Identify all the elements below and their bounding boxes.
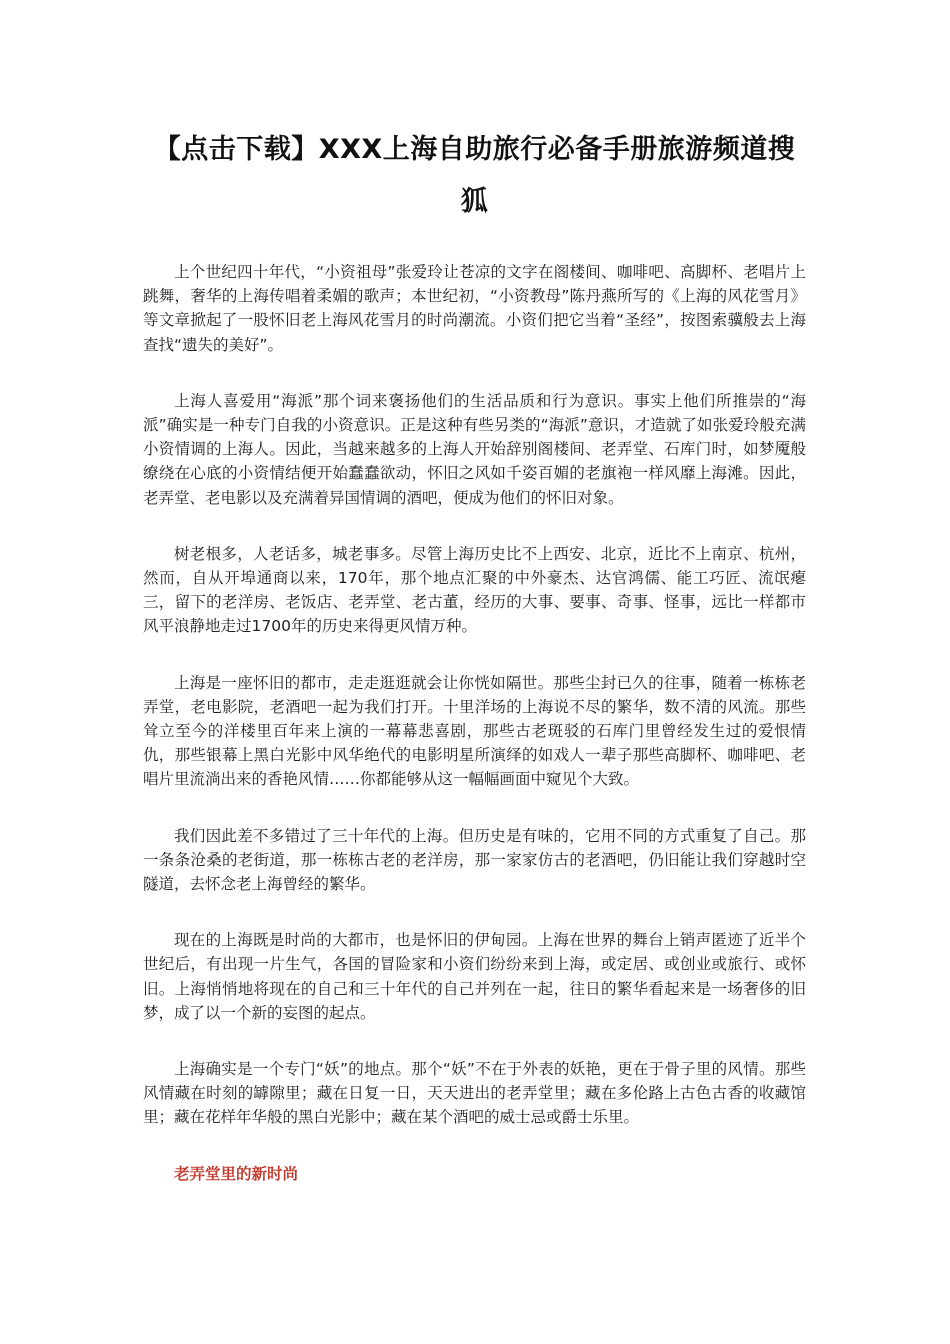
paragraph-5: 我们因此差不多错过了三十年代的上海。但历史是有味的，它用不同的方式重复了自己。那一条条沧桑的老街道，那一栋栋古老的老洋房，那一家家仿古的老酒吧，仍旧能让我们穿越时空隧道，去怀念老上海曾经的繁华。 <box>143 826 806 894</box>
document-title: 【点击下载】XXX上海自助旅行必备手册旅游频道搜狐 <box>153 134 796 217</box>
paragraph-1: 上个世纪四十年代，“小资祖母”张爱玲让苍凉的文字在阁楼间、咖啡吧、高脚杯、老唱片上跳舞，奢华的上海传唱着柔媚的歌声；本世纪初，“小资教母”陈丹燕所写的《上海的风花雪月》等文章掀起了一股怀旧老上海风花雪月的时尚潮流。小资们把它当着“圣经”，按图索骥般去上海查找“遗失的美好”。 <box>143 263 806 354</box>
paragraph-2: 上海人喜爱用“海派”那个词来褒扬他们的生活品质和行为意识。事实上他们所推崇的“海派”确实是一种专门自我的小资意识。正是这种有些另类的“海派”意识，才造就了如张爱玲般充满小资情调的上海人。因此，当越来越多的上海人开始辞别阁楼间、老弄堂、石库门时，如梦魇般缭绕在心底的小资情结便开始蠢蠢欲动，怀旧之风如千姿百媚的老旗袍一样风靡上海滩。因此，老弄堂、老电影以及充满着异国情调的酒吧，便成为他们的怀旧对象。 <box>143 391 806 507</box>
paragraph-6: 现在的上海既是时尚的大都市，也是怀旧的伊甸园。上海在世界的舞台上销声匿迹了近半个世纪后，有出现一片生气，各国的冒险家和小资们纷纷来到上海，或定居、或创业或旅行、或怀旧。上海悄悄地将现在的自己和三十年代的自己并列在一起，往日的繁华看起来是一场奢侈的旧梦，成了以一个新的妄图的起点。 <box>143 931 806 1022</box>
section-subheading: 老弄堂里的新时尚 <box>174 1164 299 1183</box>
paragraph-4: 上海是一座怀旧的都市，走走逛逛就会让你恍如隔世。那些尘封已久的往事，随着一栋栋老弄堂，老电影院，老酒吧一起为我们打开。十里洋场的上海说不尽的繁华，数不清的风流。那些耸立至今的洋楼里百年来上演的一幕幕悲喜剧，那些古老斑驳的石库门里曾经发生过的爱恨情仇，那些银幕上黑白光影中风华绝代的电影明星所演绎的如戏人一辈子那些高脚杯、咖啡吧、老唱片里流淌出来的香艳风情……你都能够从这一幅幅画面中窥见个大致。 <box>143 673 806 789</box>
paragraph-7: 上海确实是一个专门“妖”的地点。那个“妖”不在于外表的妖艳，更在于骨子里的风情。那些风情藏在时刻的罅隙里；藏在日复一日，天天进出的老弄堂里；藏在多伦路上古色古香的收藏馆里；藏在花样年华般的黑白光影中；藏在某个酒吧的威士忌或爵士乐里。 <box>143 1060 806 1127</box>
title-block <box>143 124 806 228</box>
paragraph-3: 树老根多，人老话多，城老事多。尽管上海历史比不上西安、北京，近比不上南京、杭州，然而，自从开埠通商以来，170年，那个地点汇聚的中外豪杰、达官鸿儒、能工巧匠、流氓瘪三，留下的老洋房、老饭店、老弄堂、老古董，经历的大事、要事、奇事、怪事，远比一样都市风平浪静地走过1700年的历史来得更风情万种。 <box>143 544 806 636</box>
